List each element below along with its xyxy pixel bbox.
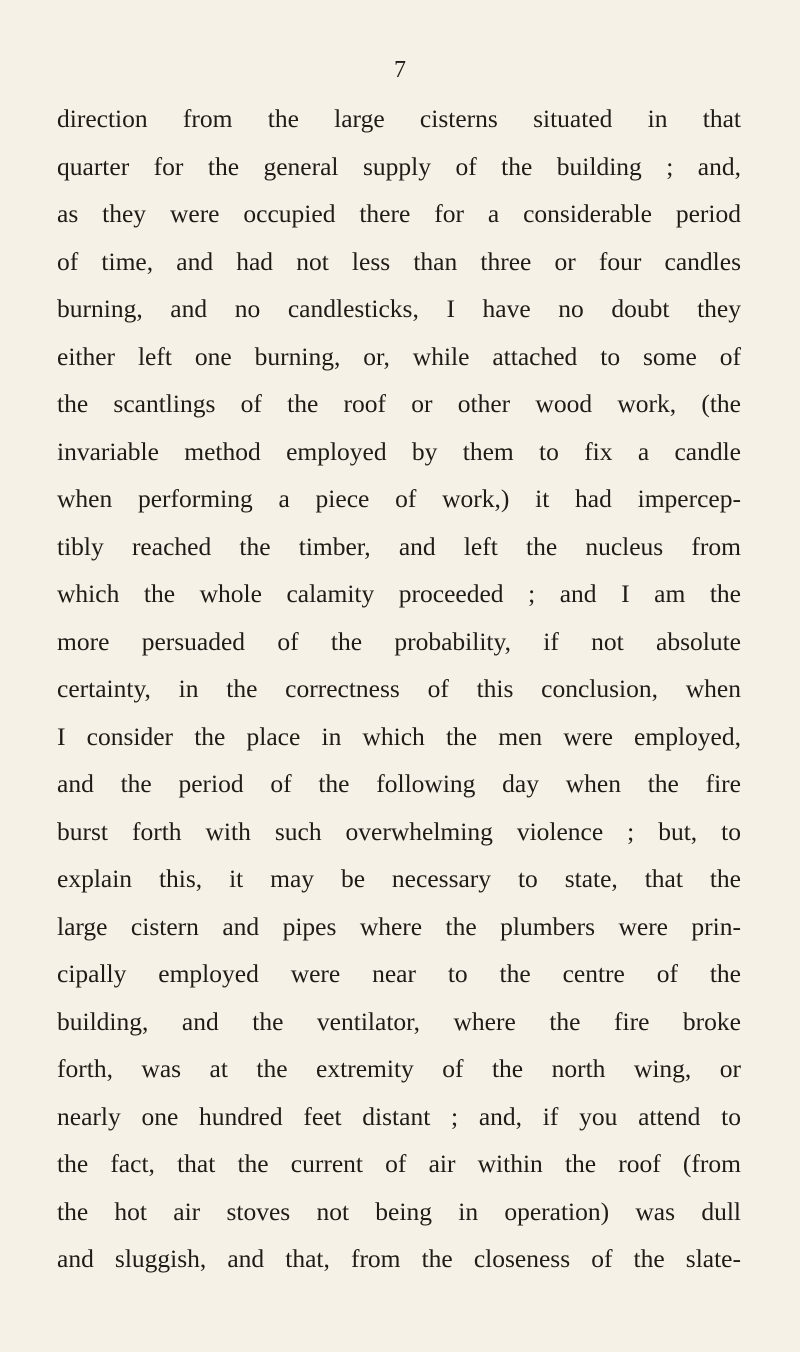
text-line-21: forth, was at the extremity of the north wing, or [57, 1054, 741, 1083]
text-line-10: tibly reached the timber, and left the nucleus from [57, 531, 741, 561]
text-line-20: building, and the ventilator, where the fire broke [57, 1006, 741, 1036]
text-line-9: when performing a piece of work,) it had impercep- [57, 484, 741, 513]
text-line-1: direction from the large cisterns situated in that [57, 104, 741, 133]
text-line-6: either left one burning, or, while attached to some of [57, 341, 741, 371]
text-line-11: which the whole calamity proceeded ; and I am the [57, 579, 741, 608]
text-line-16: burst forth with such overwhelming violence ; but, to [57, 816, 741, 846]
text-line-22: nearly one hundred feet distant ; and, if you attend to [57, 1101, 741, 1131]
page-number: 7 [394, 57, 406, 83]
text-line-13: certainty, in the correctness of this conclusion, when [57, 674, 741, 703]
text-line-14: I consider the place in which the men were employed, [57, 721, 741, 751]
text-line-2: quarter for the general supply of the building ; and, [57, 151, 741, 181]
text-line-24: the hot air stoves not being in operation) was dull [57, 1196, 741, 1226]
text-line-19: cipally employed were near to the centre of the [57, 959, 741, 988]
text-line-4: of time, and had not less than three or four candles [57, 246, 741, 276]
text-line-12: more persuaded of the probability, if not absolute [57, 626, 741, 656]
text-line-25: and sluggish, and that, from the closeness of the slate- [57, 1244, 741, 1273]
text-line-8: invariable method employed by them to fix a candle [57, 436, 741, 466]
text-line-5: burning, and no candlesticks, I have no doubt they [57, 294, 741, 323]
body-text [57, 95, 741, 1283]
text-line-3: as they were occupied there for a considerable period [57, 199, 741, 228]
text-line-23: the fact, that the current of air within the roof (from [57, 1149, 741, 1178]
text-line-18: large cistern and pipes where the plumbers were prin- [57, 911, 741, 941]
text-line-17: explain this, it may be necessary to state, that the [57, 864, 741, 893]
text-line-15: and the period of the following day when the fire [57, 769, 741, 798]
text-line-7: the scantlings of the roof or other wood work, (the [57, 389, 741, 418]
